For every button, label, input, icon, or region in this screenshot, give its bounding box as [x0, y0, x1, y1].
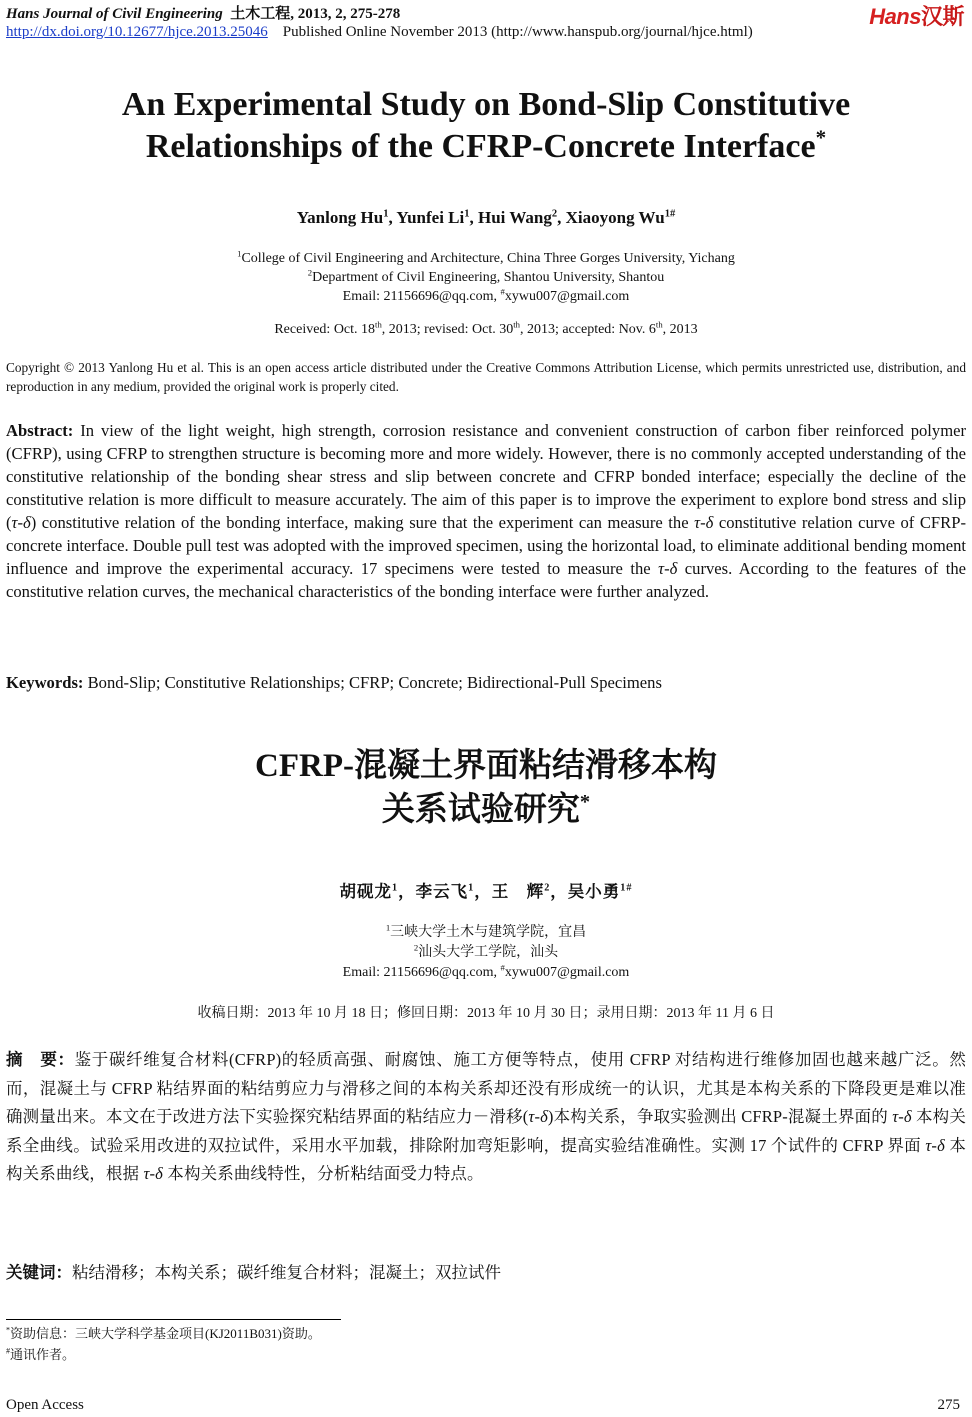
author-sep: ，: [550, 882, 568, 901]
received-dates-en: [0, 319, 972, 338]
keywords-en: [6, 673, 662, 693]
tau-delta-symbol: τ-δ: [528, 1107, 548, 1127]
title-en-line2: Relationships of the CFRP-Concrete Interface: [145, 128, 816, 165]
keywords-text: 粘结滑移；本构关系；碳纤维复合材料；混凝土；双拉试件: [72, 1263, 501, 1282]
affiliation-1: [0, 923, 972, 943]
tau-delta-symbol: τ-δ: [11, 513, 31, 532]
title-cn-line2: 关系试验研究: [381, 792, 580, 828]
date-sup: th: [655, 319, 663, 330]
abstract-text: 鉴于碳纤维复合材料(CFRP)的轻质高强、耐腐蚀、施工方便等特点，使用 CFRP 对结构进行维修加固也越来越广泛。然而，混凝土与 CFRP 粘结界面的粘结剪应力与滑移之间的本构关系却还没有形成统一的认识，尤其是本构关系的下降段更是难以准确测量出来。本文在于改进方法下实验探究粘结界面的粘结应力－滑移(: [6, 1050, 966, 1127]
authors-en: Yanlong Hu$^1$, Yunfei Li$^1$, Hui Wang$^2$, Xiaoyong $Wu^{1\#}$: [296, 208, 676, 227]
tau-delta-symbol: τ-δ: [892, 1107, 912, 1127]
author-sup: 1#: [664, 208, 676, 220]
footnote-funding: [6, 1323, 321, 1344]
author-sup: 2: [551, 208, 558, 220]
affiliations-en: [0, 249, 972, 306]
title-cn-mark: *: [579, 791, 591, 813]
abstract-text: 本构关系曲线特性，分析粘结面受力特点。: [163, 1164, 484, 1184]
author-name: Yanlong Hu: [296, 208, 384, 227]
abstract-label: Abstract:: [6, 421, 74, 440]
copyright-notice: Copyright © 2013 Yanlong Hu et al. This is an open access article distributed under the Creative Commons Attribution License, which permits unrestricted use, distribution, and reproduction in any medium, provided the original work is properly cited.: [6, 360, 966, 394]
title-cn-line1: CFRP-混凝土界面粘结滑移本构: [255, 748, 717, 784]
aff-sup: 1: [385, 922, 391, 933]
published-info: Published Online November 2013 (http://www.hanspub.org/journal/hjce.html): [282, 24, 753, 40]
email-mark: #: [500, 286, 505, 297]
email-prefix: Email: 21156696@qq.com,: [342, 289, 501, 304]
affiliations-cn: [0, 923, 972, 983]
abstract-cn: [6, 1046, 966, 1189]
author-sup: 1: [383, 208, 389, 220]
aff-text: 汕头大学工学院，汕头: [418, 945, 559, 960]
journal-cn-info: 土木工程, 2013, 2, 275-278: [230, 6, 401, 22]
footnotes: [6, 1323, 321, 1365]
author-name: 胡砚龙: [339, 882, 392, 901]
author-name: Yunfei Li: [396, 208, 465, 227]
author-sep: ，: [398, 882, 416, 901]
title-en-mark: *: [815, 125, 827, 150]
accepted-text: , 2013; accepted: Nov. 6: [519, 322, 656, 337]
revised-text: , 2013; revised: Oct. 30: [381, 322, 514, 337]
logo-latin: Hans: [869, 4, 921, 29]
date-sup: th: [513, 319, 520, 330]
keywords-text: Bond-Slip; Constitutive Relationships; CFRP; Concrete; Bidirectional-Pull Specimens: [87, 673, 662, 692]
tau-delta-symbol: τ-δ: [925, 1135, 945, 1155]
aff-text: 三峡大学土木与建筑学院，宜昌: [390, 925, 587, 940]
aff-sup: 2: [413, 942, 419, 953]
abstract-label: 摘 要：: [6, 1050, 75, 1069]
footnote-divider: [6, 1319, 341, 1320]
author-name: Xiaoyong Wu: [565, 208, 665, 227]
email-mark: #: [500, 962, 505, 973]
footnote-mark: #: [6, 1346, 11, 1356]
year-end: , 2013: [662, 322, 698, 337]
author-name: 王 辉: [491, 882, 545, 901]
aff-sup: 2: [307, 267, 313, 278]
email-line: [0, 963, 972, 983]
abstract-text: constitutive relation curve of CFRP-concrete interface. Double pull test was adopted with the improved specimen, using the horizontal load, to eliminate additional bending moment influence and improve the experimental accuracy. 17 specimens were tested to measure the: [6, 513, 966, 578]
footnote-text: 通讯作者。: [10, 1347, 76, 1362]
email-2: xywu007@gmail.com: [504, 965, 630, 980]
affiliation-2: [0, 268, 972, 287]
tau-delta-symbol: τ-δ: [143, 1164, 164, 1184]
author-sup: 1: [468, 882, 475, 894]
abstract-text: curves. According to the features of the constitutive relation curves, the mechanical characteristics of the bonding interface were further analyzed.: [6, 559, 966, 601]
affiliation-1: [0, 249, 972, 268]
author-name: Hui Wang: [478, 208, 552, 227]
page-number: 275: [937, 1397, 960, 1413]
keywords-label: 关键词：: [6, 1263, 72, 1282]
abstract-text: ) constitutive relation of the bonding interface, making sure that the experiment can measure the: [30, 513, 695, 532]
footnote-corresponding: [6, 1344, 321, 1365]
tau-delta-symbol: τ-δ: [658, 559, 678, 578]
email-line: [0, 287, 972, 306]
doi-line: [6, 24, 753, 41]
date-sup: th: [375, 319, 382, 330]
received-dates-cn: 收稿日期：2013 年 10 月 18 日；修回日期：2013 年 10 月 30 日；录用日期：2013 年 11 月 6 日: [197, 1006, 775, 1021]
author-sup: 1: [391, 882, 399, 894]
author-name: 李云飞: [415, 882, 469, 901]
author-sup: 1#: [620, 882, 633, 894]
aff-text: College of Civil Engineering and Architecture, China Three Gorges University, Yichang: [241, 251, 735, 266]
aff-text: Department of Civil Engineering, Shantou University, Shantou: [312, 270, 665, 285]
email-2: xywu007@gmail.com: [504, 289, 630, 304]
author-sup: 2: [544, 882, 551, 894]
keywords-cn: [6, 1259, 501, 1283]
footnote-text: 资助信息：三峡大学科学基金项目(KJ2011B031)资助。: [10, 1326, 321, 1341]
abstract-en: [6, 419, 966, 603]
journal-header: [6, 2, 400, 23]
tau-delta-symbol: τ-δ: [694, 513, 714, 532]
title-en-line1: An Experimental Study on Bond-Slip Constitutive: [121, 86, 851, 123]
authors-cn: [0, 878, 972, 902]
aff-sup: 1: [237, 248, 242, 259]
author-sup: 1: [464, 208, 470, 220]
hans-logo: [869, 0, 964, 31]
author-name: 吴小勇: [567, 882, 621, 901]
abstract-text: 本构关系曲线，根据: [6, 1135, 966, 1184]
doi-link[interactable]: http://dx.doi.org/10.12677/hjce.2013.25046: [6, 24, 268, 40]
abstract-text: In view of the light weight, high strength, corrosion resistance and convenient construction of carbon fiber reinforced polymer (CFRP), using CFRP to strengthen structure is becoming more and more widely. However, there is no commonly accepted understanding of the constitutive relationship of the bonding shear stress and slip between concrete and CFRP bonded interface; especially the decline of the constitutive relation is more difficult to measure accurately. The aim of this paper is to improve the experiment to explore bond stress and slip (: [6, 421, 966, 532]
keywords-label: Keywords:: [6, 673, 84, 692]
email-prefix: Email: 21156696@qq.com,: [342, 965, 501, 980]
received-text: Received: Oct. 18: [274, 322, 376, 337]
logo-cn: 汉斯: [920, 4, 964, 29]
journal-name: Hans Journal of Civil Engineering: [6, 6, 223, 22]
footnote-mark: *: [6, 1325, 11, 1335]
abstract-text: 本构关系全曲线。试验采用改进的双拉试件，采用水平加载，排除附加弯矩影响，提高实验结准确性。实测 17 个试件的 CFRP 界面: [6, 1107, 967, 1155]
author-sep: ，: [474, 882, 492, 901]
affiliation-2: [0, 943, 972, 963]
paper-title-en: [40, 84, 932, 168]
abstract-text: )本构关系，争取实验测出 CFRP-混凝土界面的: [547, 1107, 893, 1127]
paper-title-cn: [0, 744, 972, 832]
open-access-label: Open Access: [6, 1397, 84, 1413]
